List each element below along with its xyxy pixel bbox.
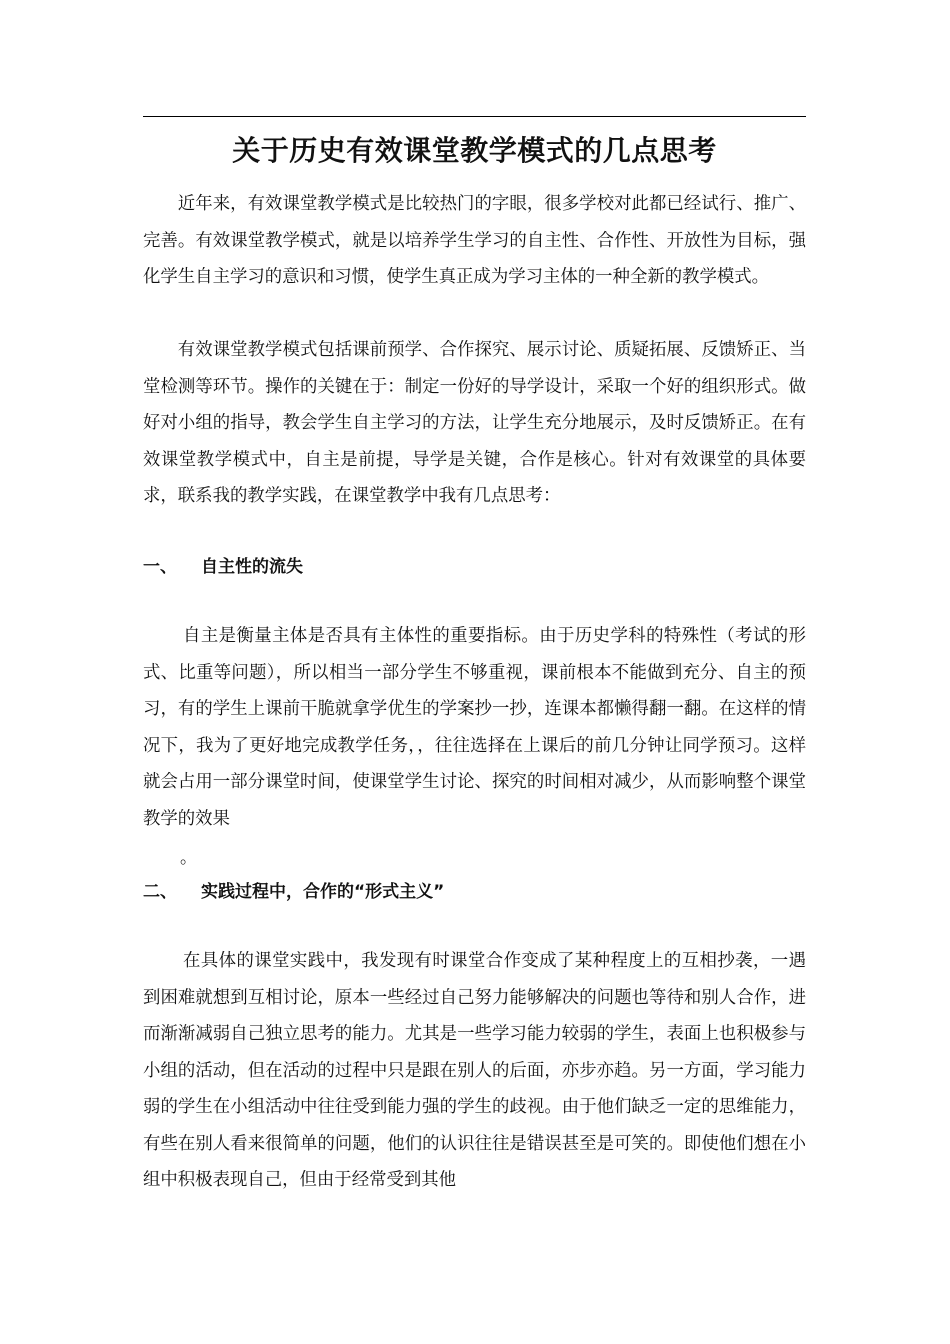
header-rule xyxy=(143,116,806,117)
section-heading-text-2: 实践过程中，合作的“形式主义” xyxy=(201,882,445,902)
document-title: 关于历史有效课堂教学模式的几点思考 xyxy=(232,134,717,167)
section-body-1: 自主是衡量主体是否具有主体性的重要指标。由于历史学科的特殊性（考试的形式、比重等问题），所以相当一部分学生不够重视，课前根本不能做到充分、自主的预习，有的学生上课前干脆就拿学优生的学案抄一抄，连课本都懒得翻一翻。在这样的情况下，我为了更好地完成教学任务，，往往选择在上课后的前几分钟让同学预习。这样就会占用一部分课堂时间，使课堂学生讨论、探究的时间相对减少，从而影响整个课堂教学的效果 xyxy=(143,626,806,829)
intro-paragraph-1: 近年来，有效课堂教学模式是比较热门的字眼，很多学校对此都已经试行、推广、完善。有效课堂教学模式，就是以培养学生学习的自主性、合作性、开放性为目标，强化学生自主学习的意识和习惯，使学生真正成为学习主体的一种全新的教学模式。 xyxy=(143,194,806,287)
section-trailing-period: 。 xyxy=(180,848,197,868)
section-heading-text-1: 自主性的流失 xyxy=(201,557,303,577)
section-body-2: 在具体的课堂实践中，我发现有时课堂合作变成了某种程度上的互相抄袭，一遇到困难就想到互相讨论，原本一些经过自己努力能够解决的问题也等待和别人合作，进而渐渐减弱自己独立思考的能力。尤其是一些学习能力较弱的学生，表面上也积极参与小组的活动，但在活动的过程中只是跟在别人的后面，亦步亦趋。另一方面，学习能力弱的学生在小组活动中往往受到能力强的学生的歧视。由于他们缺乏一定的思维能力，有些在别人看来很简单的问题，他们的认识往往是错误甚至是可笑的。即使他们想在小组中积极表现自己，但由于经常受到其他 xyxy=(143,951,806,1190)
section-number-1: 一、 xyxy=(143,557,177,577)
intro-paragraph-2: 有效课堂教学模式包括课前预学、合作探究、展示讨论、质疑拓展、反馈矫正、当堂检测等环节。操作的关键在于：制定一份好的导学设计，采取一个好的组织形式。做好对小组的指导，教会学生自主学习的方法，让学生充分地展示，及时反馈矫正。在有效课堂教学模式中，自主是前提，导学是关键，合作是核心。针对有效课堂的具体要求，联系我的教学实践，在课堂教学中我有几点思考： xyxy=(143,340,806,506)
section-heading-2 xyxy=(143,877,806,907)
section-number-2: 二、 xyxy=(143,882,177,902)
section-heading-1 xyxy=(143,552,806,582)
